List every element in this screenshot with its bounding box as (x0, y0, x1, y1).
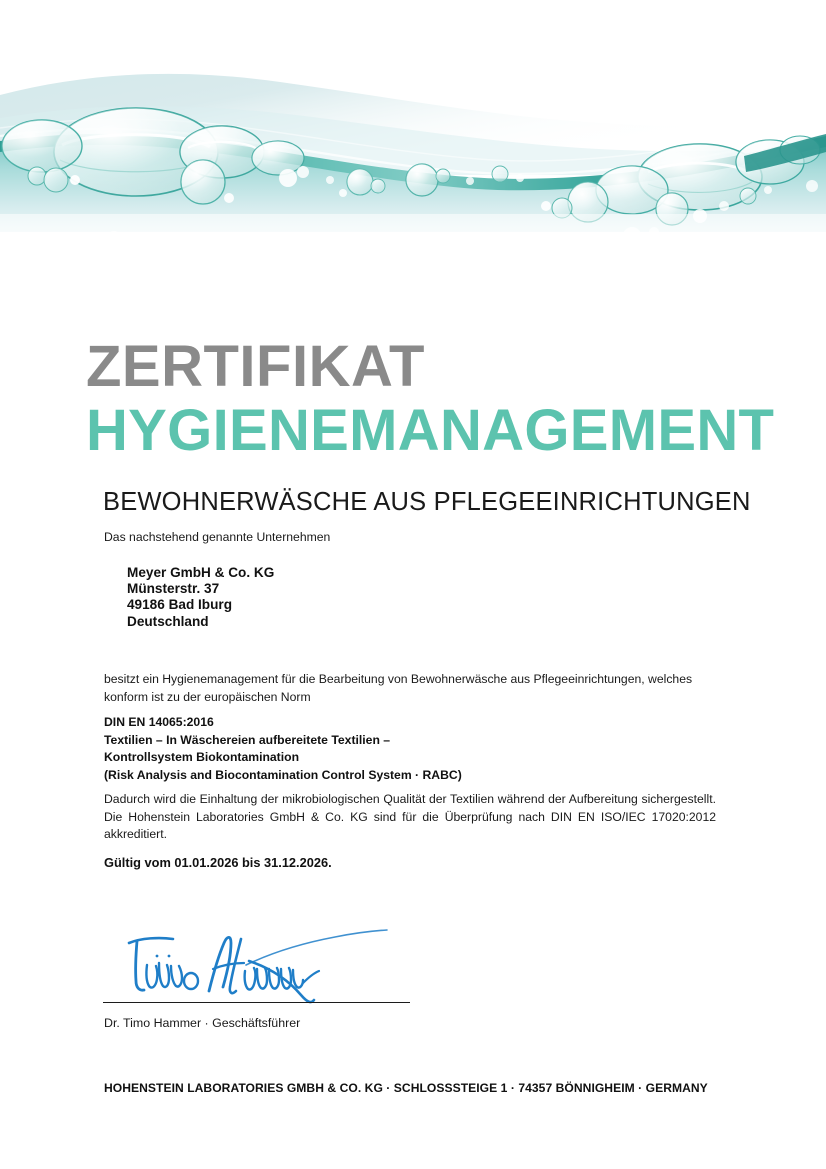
company-city: 49186 Bad Iburg (127, 597, 233, 613)
signature-caption: Dr. Timo Hammer · Geschäftsführer (104, 1016, 301, 1030)
norm-line-1: DIN EN 14065:2016 (104, 715, 214, 729)
signature-rule (103, 1002, 410, 1003)
page-title-zertifikat: ZERTIFIKAT (86, 334, 425, 399)
norm-line-4: (Risk Analysis and Biocontamination Control System · RABC) (104, 767, 462, 782)
page-title-hygienemanagement (86, 398, 786, 463)
water-bubbles-header-image (0, 0, 826, 250)
footer-address: HOHENSTEIN LABORATORIES GMBH & CO. KG · SCHLOSSSTEIGE 1 · 74357 BÖNNIGHEIM · GERMANY (104, 1081, 708, 1095)
norm-line-2: Textilien – In Wäschereien aufbereitete Textilien – (104, 732, 391, 747)
company-street: Münsterstr. 37 (127, 581, 220, 597)
company-country: Deutschland (127, 613, 209, 629)
validity-period: Gültig vom 01.01.2026 bis 31.12.2026. (104, 855, 332, 870)
company-name: Meyer GmbH & Co. KG (127, 565, 275, 580)
certificate-subtitle: BEWOHNERWÄSCHE AUS PFLEGEEINRICHTUNGEN (103, 488, 751, 516)
accreditation-paragraph: Dadurch wird die Einhaltung der mikrobiologischen Qualität der Textilien während der Aufbereitung sichergestellt. Die Hohenstein Laboratories GmbH & Co. KG sind für die Überprüfung nach DIN EN ISO/IEC 17020:2012 akkreditiert. (104, 792, 716, 842)
certificate-title-block (86, 334, 786, 463)
handwritten-signature-icon (103, 925, 423, 1005)
title-part-hygiene: HYGIENE (86, 398, 350, 463)
company-address-block (127, 565, 274, 630)
intro-line: Das nachstehend genannte Unternehmen (104, 530, 331, 544)
norm-reference-block (104, 714, 462, 784)
conformity-paragraph: besitzt ein Hygienemanagement für die Bearbeitung von Bewohnerwäsche aus Pflegeeinrichtungen, welches konform ist zu der europäischen Norm (104, 672, 693, 704)
title-part-management: MANAGEMENT (349, 398, 775, 463)
norm-line-3: Kontrollsystem Biokontamination (104, 750, 300, 765)
